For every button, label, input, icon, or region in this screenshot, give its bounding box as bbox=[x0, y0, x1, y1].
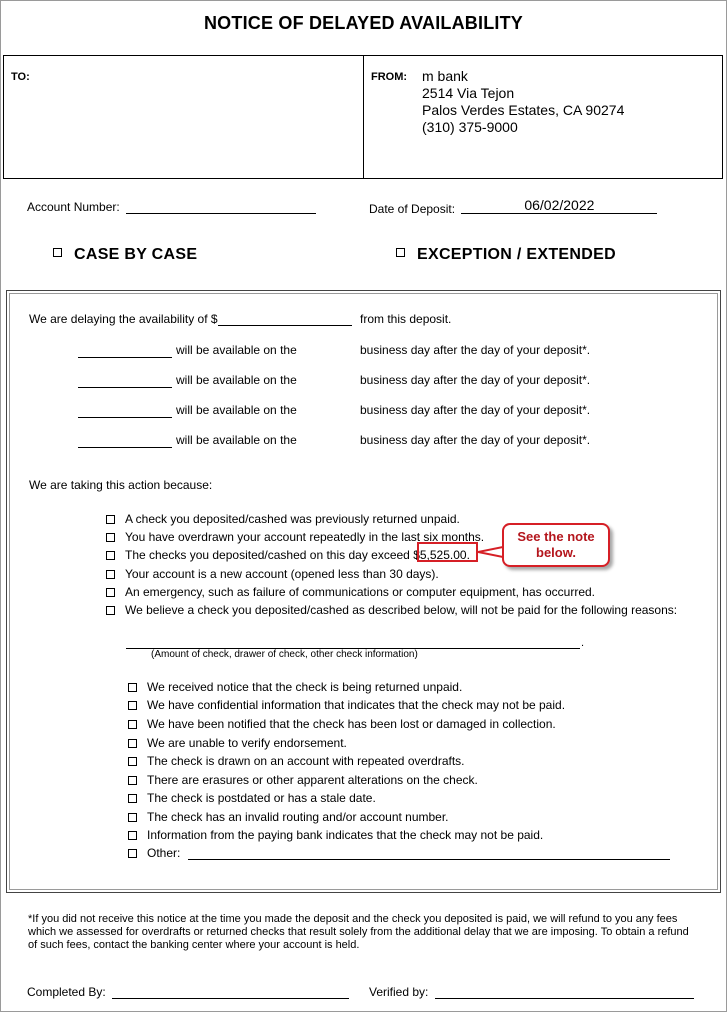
availability-row bbox=[78, 374, 172, 388]
reason-checkbox[interactable] bbox=[106, 551, 115, 560]
availability-middle: will be available on the bbox=[176, 373, 297, 387]
page-title: NOTICE OF DELAYED AVAILABILITY bbox=[203, 13, 523, 33]
sub-reason-text: The check is postdated or has a stale date. bbox=[147, 791, 376, 805]
date-of-deposit-label: Date of Deposit: bbox=[369, 202, 456, 216]
sub-reason-text: We have confidential information that indicates that the check may not be paid. bbox=[147, 698, 566, 712]
verified-by-row bbox=[369, 985, 694, 999]
completed-by-label: Completed By: bbox=[27, 985, 106, 999]
verified-by-label: Verified by: bbox=[369, 985, 429, 999]
case-by-case-option[interactable] bbox=[53, 246, 197, 264]
other-reason-field[interactable] bbox=[188, 845, 670, 860]
sub-reason-checkbox[interactable] bbox=[128, 757, 137, 766]
to-from-box bbox=[3, 55, 723, 179]
availability-middle: will be available on the bbox=[176, 343, 297, 357]
exception-extended-option[interactable] bbox=[396, 246, 616, 264]
sub-reason-text: Information from the paying bank indicates that the check may not be paid. bbox=[147, 828, 544, 842]
availability-middle: will be available on the bbox=[176, 403, 297, 417]
sub-reason-checkbox[interactable] bbox=[128, 739, 137, 748]
account-number-label: Account Number: bbox=[27, 200, 120, 214]
sub-reason-item[interactable] bbox=[128, 717, 556, 731]
availability-amount-field[interactable] bbox=[78, 344, 172, 358]
see-note-callout: See the note below. bbox=[502, 523, 610, 567]
reason-checkbox[interactable] bbox=[106, 606, 115, 615]
account-number-field[interactable] bbox=[126, 200, 316, 214]
reason-text: The checks you deposited/cashed on this day exceed bbox=[125, 548, 410, 562]
sub-reason-item[interactable] bbox=[128, 791, 376, 805]
check-info-caption: (Amount of check, drawer of check, other check information) bbox=[151, 649, 418, 660]
sub-reason-checkbox[interactable] bbox=[128, 701, 137, 710]
from-address bbox=[422, 68, 624, 136]
sub-reason-item[interactable] bbox=[128, 680, 462, 694]
from-line: m bank bbox=[422, 68, 468, 84]
footnote: *If you did not receive this notice at the time you made the deposit and the check you deposited is paid, we will refund to you any fees which we assessed for overdrafts or returned checks that result solely from the additional delay that we are imposing. To obtain a refund of such fees, contact the banking center where your account is held. bbox=[28, 913, 689, 951]
sub-reason-checkbox[interactable] bbox=[128, 794, 137, 803]
sub-reason-checkbox[interactable] bbox=[128, 849, 137, 858]
sub-reason-item[interactable] bbox=[128, 698, 565, 712]
sub-reason-checkbox[interactable] bbox=[128, 683, 137, 692]
availability-right: business day after the day of your deposit*. bbox=[360, 403, 591, 417]
sub-reason-item[interactable] bbox=[128, 846, 180, 860]
reason-checkbox[interactable] bbox=[106, 570, 115, 579]
reason-checkbox[interactable] bbox=[106, 515, 115, 524]
availability-row bbox=[78, 404, 172, 418]
date-of-deposit-field[interactable]: 06/02/2022 bbox=[461, 197, 657, 214]
date-of-deposit-row bbox=[369, 197, 657, 217]
sub-reason-item[interactable] bbox=[128, 828, 543, 842]
verified-by-field[interactable] bbox=[435, 985, 694, 999]
check-info-field[interactable] bbox=[126, 634, 580, 649]
to-from-divider bbox=[363, 56, 364, 178]
reason-text: We believe a check you deposited/cashed as described below, will not be paid for the following reasons: bbox=[125, 603, 678, 617]
sub-reason-text: Other: bbox=[147, 846, 181, 860]
to-label: TO: bbox=[11, 71, 30, 83]
availability-row bbox=[78, 434, 172, 448]
sub-reason-checkbox[interactable] bbox=[128, 720, 137, 729]
availability-right: business day after the day of your deposit*. bbox=[360, 433, 591, 447]
reason-item[interactable] bbox=[106, 585, 595, 599]
delay-amount-field[interactable] bbox=[218, 312, 352, 326]
account-number-row bbox=[27, 200, 316, 214]
sub-reason-text: We are unable to verify endorsement. bbox=[147, 736, 347, 750]
exception-extended-label: EXCEPTION / EXTENDED bbox=[417, 246, 616, 263]
reason-item[interactable] bbox=[106, 603, 677, 617]
sub-reason-checkbox[interactable] bbox=[128, 831, 137, 840]
from-line: 2514 Via Tejon bbox=[422, 85, 515, 101]
sub-reason-item[interactable] bbox=[128, 773, 478, 787]
sub-reason-text: We received notice that the check is being returned unpaid. bbox=[147, 680, 463, 694]
availability-right: business day after the day of your deposit*. bbox=[360, 343, 591, 357]
case-by-case-label: CASE BY CASE bbox=[74, 246, 198, 263]
case-by-case-checkbox[interactable] bbox=[53, 248, 62, 257]
reason-text: A check you deposited/cashed was previously returned unpaid. bbox=[125, 512, 460, 526]
delay-suffix: from this deposit. bbox=[360, 312, 452, 326]
sub-reason-item[interactable] bbox=[128, 754, 465, 768]
reason-text: Your account is a new account (opened less than 30 days). bbox=[125, 567, 439, 581]
exceed-amount-highlight bbox=[417, 542, 478, 562]
sub-reason-text: We have been notified that the check has been lost or damaged in collection. bbox=[147, 717, 556, 731]
availability-right: business day after the day of your deposit*. bbox=[360, 373, 591, 387]
sub-reason-item[interactable] bbox=[128, 736, 347, 750]
delay-prefix: We are delaying the availability of $ bbox=[29, 312, 218, 326]
sub-reason-item[interactable] bbox=[128, 810, 449, 824]
reason-checkbox[interactable] bbox=[106, 533, 115, 542]
reason-item[interactable] bbox=[106, 567, 439, 581]
exceed-amount: $5,525.00. bbox=[413, 548, 470, 562]
availability-middle: will be available on the bbox=[176, 433, 297, 447]
availability-row bbox=[78, 344, 172, 358]
reason-item[interactable] bbox=[106, 512, 460, 526]
reason-text: You have overdrawn your account repeatedly in the last six months. bbox=[125, 530, 485, 544]
sub-reason-text: The check is drawn on an account with repeated overdrafts. bbox=[147, 754, 465, 768]
reason-item[interactable] bbox=[106, 548, 470, 562]
availability-amount-field[interactable] bbox=[78, 404, 172, 418]
availability-amount-field[interactable] bbox=[78, 434, 172, 448]
check-info-period: . bbox=[581, 637, 585, 649]
from-line: (310) 375-9000 bbox=[422, 119, 518, 135]
reason-checkbox[interactable] bbox=[106, 588, 115, 597]
completed-by-row bbox=[27, 985, 349, 999]
reason-text: An emergency, such as failure of communications or computer equipment, has occurred. bbox=[125, 585, 596, 599]
sub-reason-checkbox[interactable] bbox=[128, 813, 137, 822]
completed-by-field[interactable] bbox=[112, 985, 349, 999]
sub-reason-text: There are erasures or other apparent alterations on the check. bbox=[147, 773, 478, 787]
sub-reason-text: The check has an invalid routing and/or account number. bbox=[147, 810, 449, 824]
delay-amount-row bbox=[29, 312, 352, 326]
from-label: FROM: bbox=[371, 71, 408, 83]
sub-reason-checkbox[interactable] bbox=[128, 776, 137, 785]
availability-amount-field[interactable] bbox=[78, 374, 172, 388]
from-line: Palos Verdes Estates, CA 90274 bbox=[422, 102, 625, 118]
reason-intro: We are taking this action because: bbox=[29, 478, 213, 492]
exception-extended-checkbox[interactable] bbox=[396, 248, 405, 257]
